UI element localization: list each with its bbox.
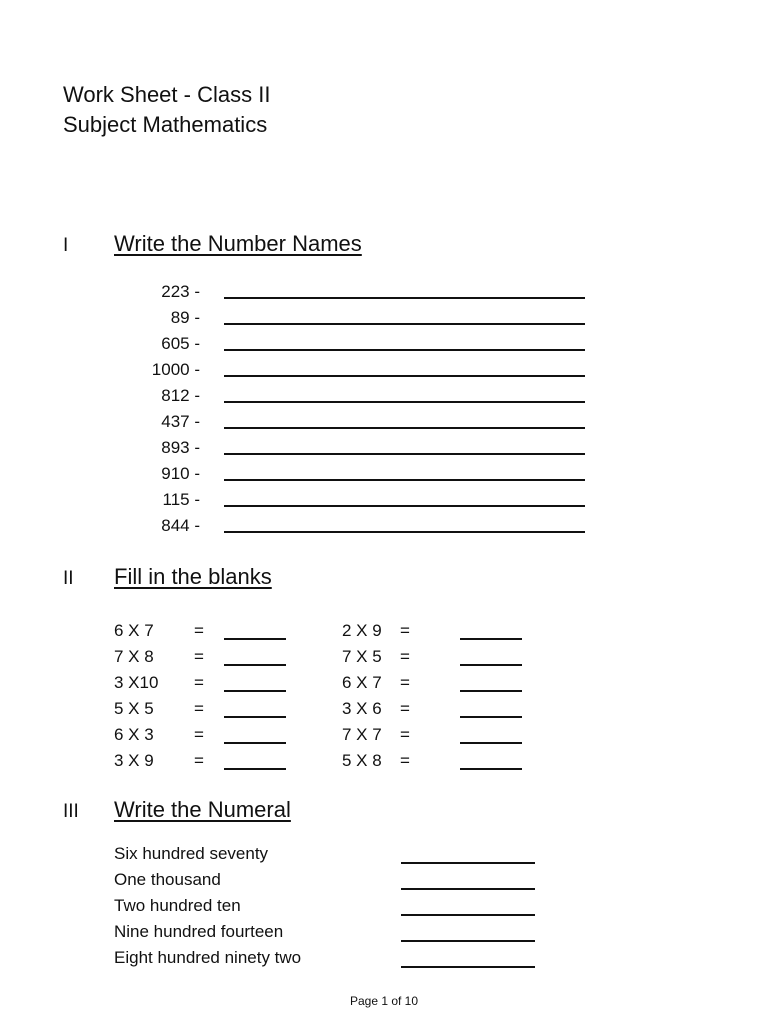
number-value: 223 -	[161, 282, 200, 301]
number-value: 812 -	[161, 386, 200, 405]
multiplication-expression: 5 X 8	[342, 751, 382, 770]
number-name-row	[0, 435, 768, 461]
answer-blank[interactable]	[224, 716, 286, 718]
number-words: One thousand	[114, 870, 221, 889]
number-name-row	[0, 461, 768, 487]
multiplication-expression: 3 X10	[114, 673, 159, 692]
number-value: 437 -	[161, 412, 200, 431]
multiplication-expression: 3 X 6	[342, 699, 382, 718]
number-name-row	[0, 279, 768, 305]
equals-sign: =	[400, 725, 410, 744]
answer-blank[interactable]	[224, 690, 286, 692]
multiplication-expression: 2 X 9	[342, 621, 382, 640]
fill-blank-row	[0, 618, 768, 644]
section-number: I	[63, 235, 69, 256]
numeral-row	[0, 841, 768, 867]
worksheet-subject: Subject Mathematics	[63, 112, 268, 137]
number-value: 893 -	[161, 438, 200, 457]
answer-blank[interactable]	[224, 401, 585, 403]
number-value: 115 -	[162, 490, 200, 509]
answer-blank[interactable]	[460, 664, 522, 666]
numeral-row	[0, 919, 768, 945]
numeral-row	[0, 893, 768, 919]
answer-blank[interactable]	[224, 531, 585, 533]
number-value: 89 -	[170, 308, 200, 327]
answer-blank[interactable]	[401, 966, 535, 968]
answer-blank[interactable]	[224, 638, 286, 640]
section-number: III	[63, 801, 79, 822]
number-name-row	[0, 409, 768, 435]
number-name-row	[0, 305, 768, 331]
answer-blank[interactable]	[224, 742, 286, 744]
answer-blank[interactable]	[401, 940, 535, 942]
answer-blank[interactable]	[224, 664, 286, 666]
answer-blank[interactable]	[460, 768, 522, 770]
fill-blank-row	[0, 644, 768, 670]
multiplication-expression: 3 X 9	[114, 751, 154, 770]
multiplication-expression: 7 X 8	[114, 647, 154, 666]
worksheet-header	[63, 80, 270, 140]
multiplication-expression: 7 X 7	[342, 725, 382, 744]
equals-sign: =	[400, 647, 410, 666]
answer-blank[interactable]	[460, 716, 522, 718]
multiplication-expression: 6 X 7	[342, 673, 382, 692]
answer-blank[interactable]	[460, 638, 522, 640]
number-value: 910 -	[161, 464, 200, 483]
answer-blank[interactable]	[224, 349, 585, 351]
section-heading: Fill in the blanks	[114, 564, 272, 589]
numeral-row	[0, 867, 768, 893]
answer-blank[interactable]	[401, 888, 535, 890]
number-words: Nine hundred fourteen	[114, 922, 284, 941]
answer-blank[interactable]	[224, 768, 286, 770]
number-words: Eight hundred ninety two	[114, 948, 302, 967]
answer-blank[interactable]	[224, 427, 585, 429]
equals-sign: =	[194, 673, 204, 692]
number-name-row	[0, 513, 768, 539]
multiplication-expression: 6 X 7	[114, 621, 154, 640]
page-number: Page 1 of 10	[349, 994, 419, 1008]
numeral-row	[0, 945, 768, 971]
multiplication-expression: 7 X 5	[342, 647, 382, 666]
worksheet-title: Work Sheet - Class II	[63, 82, 271, 107]
number-value: 844 -	[161, 516, 200, 535]
fill-blank-row	[0, 748, 768, 774]
equals-sign: =	[194, 699, 204, 718]
section-heading: Write the Numeral	[114, 797, 291, 822]
number-name-row	[0, 383, 768, 409]
answer-blank[interactable]	[401, 914, 535, 916]
equals-sign: =	[400, 673, 410, 692]
equals-sign: =	[194, 751, 204, 770]
multiplication-expression: 6 X 3	[114, 725, 154, 744]
equals-sign: =	[400, 699, 410, 718]
answer-blank[interactable]	[224, 297, 585, 299]
fill-blank-row	[0, 670, 768, 696]
answer-blank[interactable]	[224, 479, 585, 481]
equals-sign: =	[194, 647, 204, 666]
fill-blank-row	[0, 696, 768, 722]
number-value: 1000 -	[151, 360, 200, 379]
answer-blank[interactable]	[460, 742, 522, 744]
multiplication-expression: 5 X 5	[114, 699, 154, 718]
answer-blank[interactable]	[224, 453, 585, 455]
answer-blank[interactable]	[224, 375, 585, 377]
number-words: Two hundred ten	[114, 896, 241, 915]
number-name-row	[0, 357, 768, 383]
equals-sign: =	[194, 621, 204, 640]
fill-blank-row	[0, 722, 768, 748]
number-name-row	[0, 487, 768, 513]
equals-sign: =	[400, 621, 410, 640]
answer-blank[interactable]	[224, 323, 585, 325]
number-words: Six hundred seventy	[114, 844, 269, 863]
answer-blank[interactable]	[401, 862, 535, 864]
number-name-row	[0, 331, 768, 357]
section-heading: Write the Number Names	[114, 231, 362, 256]
answer-blank[interactable]	[460, 690, 522, 692]
equals-sign: =	[194, 725, 204, 744]
number-value: 605 -	[161, 334, 200, 353]
equals-sign: =	[400, 751, 410, 770]
section-number: II	[63, 568, 74, 589]
answer-blank[interactable]	[224, 505, 585, 507]
